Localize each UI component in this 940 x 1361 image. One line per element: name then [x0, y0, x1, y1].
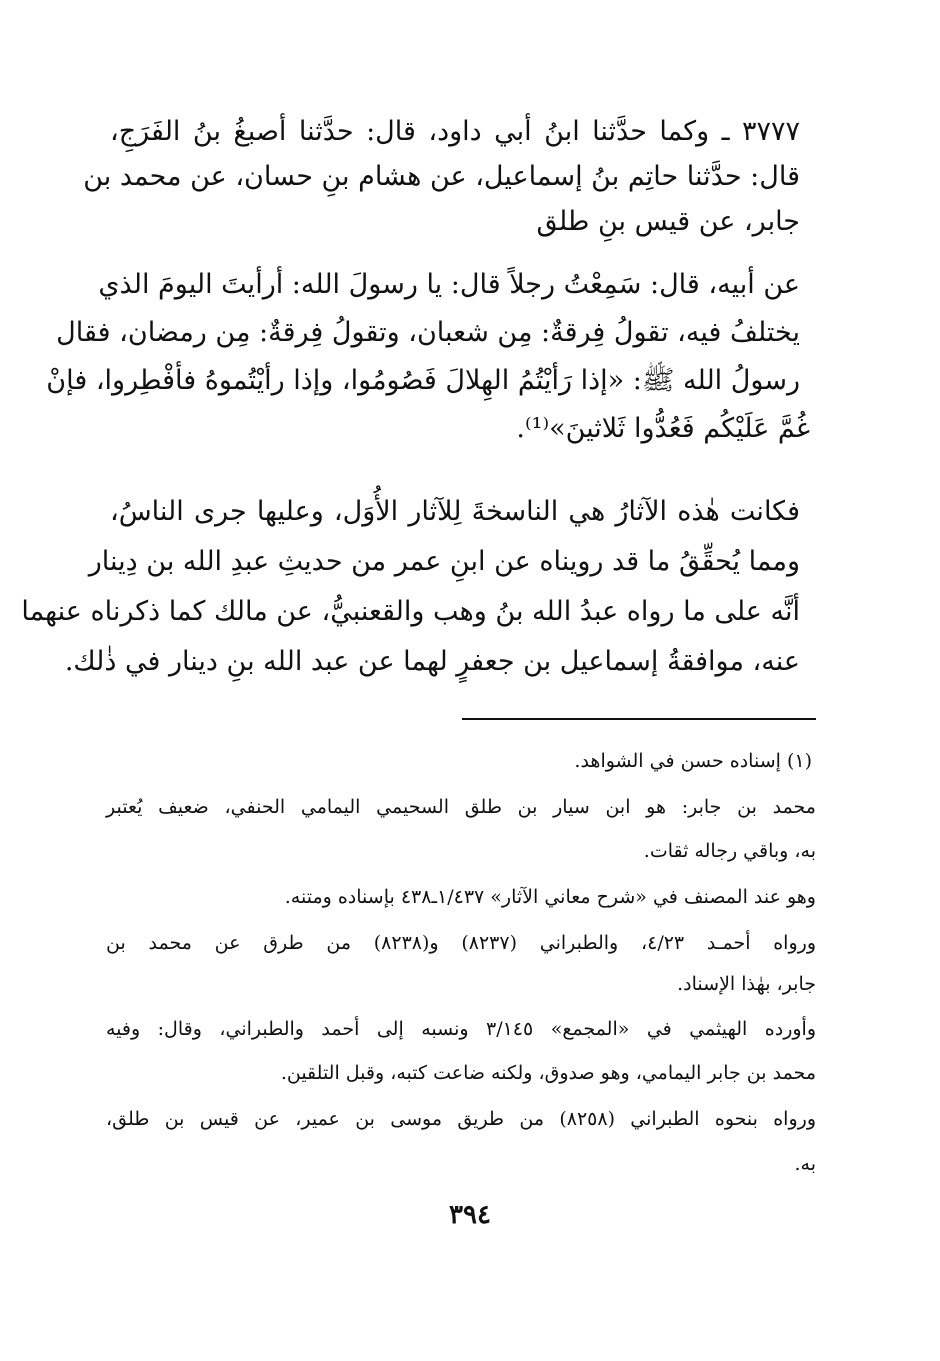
footnote-line-10: به. — [794, 1153, 816, 1175]
footnote-line-6: جابر، بهٰذا الإسناد. — [677, 973, 816, 995]
footnote-line-9: ورواه بنحوه الطبراني (٨٢٥٨) من طريق موسى بن عمير، عن قيس بن طلق، — [106, 1108, 816, 1130]
footnote-line-5: ورواه أحمـد ٤/٢٣، والطبراني (٨٢٣٧) و(٨٢٣٨) من طرق عن محمد بن — [106, 932, 816, 954]
footnote-line-3: به، وباقي رجاله ثقات. — [643, 840, 816, 862]
hadith-text-line-3: رسولُ الله ﷺ: «إذا رَأيْتُمُ الهِلالَ فَصُومُوا، وإذا رأيْتُموهُ فأفْطِروا، فإنْ — [46, 365, 800, 396]
hadith-text-line-2: يختلفُ فيه، تقولُ فِرقةٌ: مِن شعبان، وتقولُ فِرقةٌ: مِن رمضان، فقال — [56, 317, 800, 348]
footnote-line-4: وهو عند المصنف في «شرح معاني الآثار» ١/٤٣٧ـ٤٣٨ بإسناده ومتنه. — [284, 886, 816, 908]
commentary-line-2: ومما يُحقِّقُ ما قد رويناه عن ابنِ عمر من حديثِ عبدِ الله بن دِينار — [88, 546, 800, 577]
footnote-line-2: محمد بن جابر: هو ابن سيار بن طلق السحيمي اليمامي الحنفي، ضعيف يُعتبر — [106, 796, 816, 818]
page-number: ٣٩٤ — [449, 1200, 491, 1230]
footnote-line-1: (١) إسناده حسن في الشواهد. — [574, 750, 812, 772]
commentary-line-3: أنَّه على ما رواه عبدُ الله بنُ وهب والقعنبيُّ، عن مالك كما ذكرناه عنهما — [21, 596, 800, 627]
footnote-separator — [462, 718, 816, 720]
hadith-line-3: جابر، عن قيس بنِ طلق — [536, 206, 800, 237]
commentary-line-1: فكانت هٰذه الآثارُ هي الناسخةَ لِلآثار الأُوَل، وعليها جرى الناسُ، — [110, 496, 800, 527]
hadith-line-2: قال: حدَّثنا حاتِم بنُ إسماعيل، عن هشام بنِ حسان، عن محمد بن — [83, 161, 800, 192]
footnote-line-8: محمد بن جابر اليمامي، وهو صدوق، ولكنه ضاعت كتبه، وقبل التلقين. — [280, 1062, 816, 1084]
hadith-line-1: ٣٧٧٧ ـ وكما حدَّثنا ابنُ أبي داود، قال: حدَّثنا أصبغُ بنُ الفَرَجِ، — [110, 116, 800, 147]
commentary-line-4: عنه، موافقةُ إسماعيل بن جعفرٍ لهما عن عبد الله بنِ دينار في ذٰلك. — [64, 646, 800, 677]
hadith-text-line-1: عن أبيه، قال: سَمِعْتُ رجلاً قال: يا رسولَ الله: أرأيتَ اليومَ الذي — [98, 269, 800, 300]
hadith-text-line-4: غُمَّ عَلَيْكُم فَعُدُّوا ثَلاثينَ»⁽¹⁾. — [516, 413, 810, 444]
footnote-line-7: وأورده الهيثمي في «المجمع» ٣/١٤٥ ونسبه إلى أحمد والطبراني، وقال: وفيه — [106, 1018, 816, 1040]
